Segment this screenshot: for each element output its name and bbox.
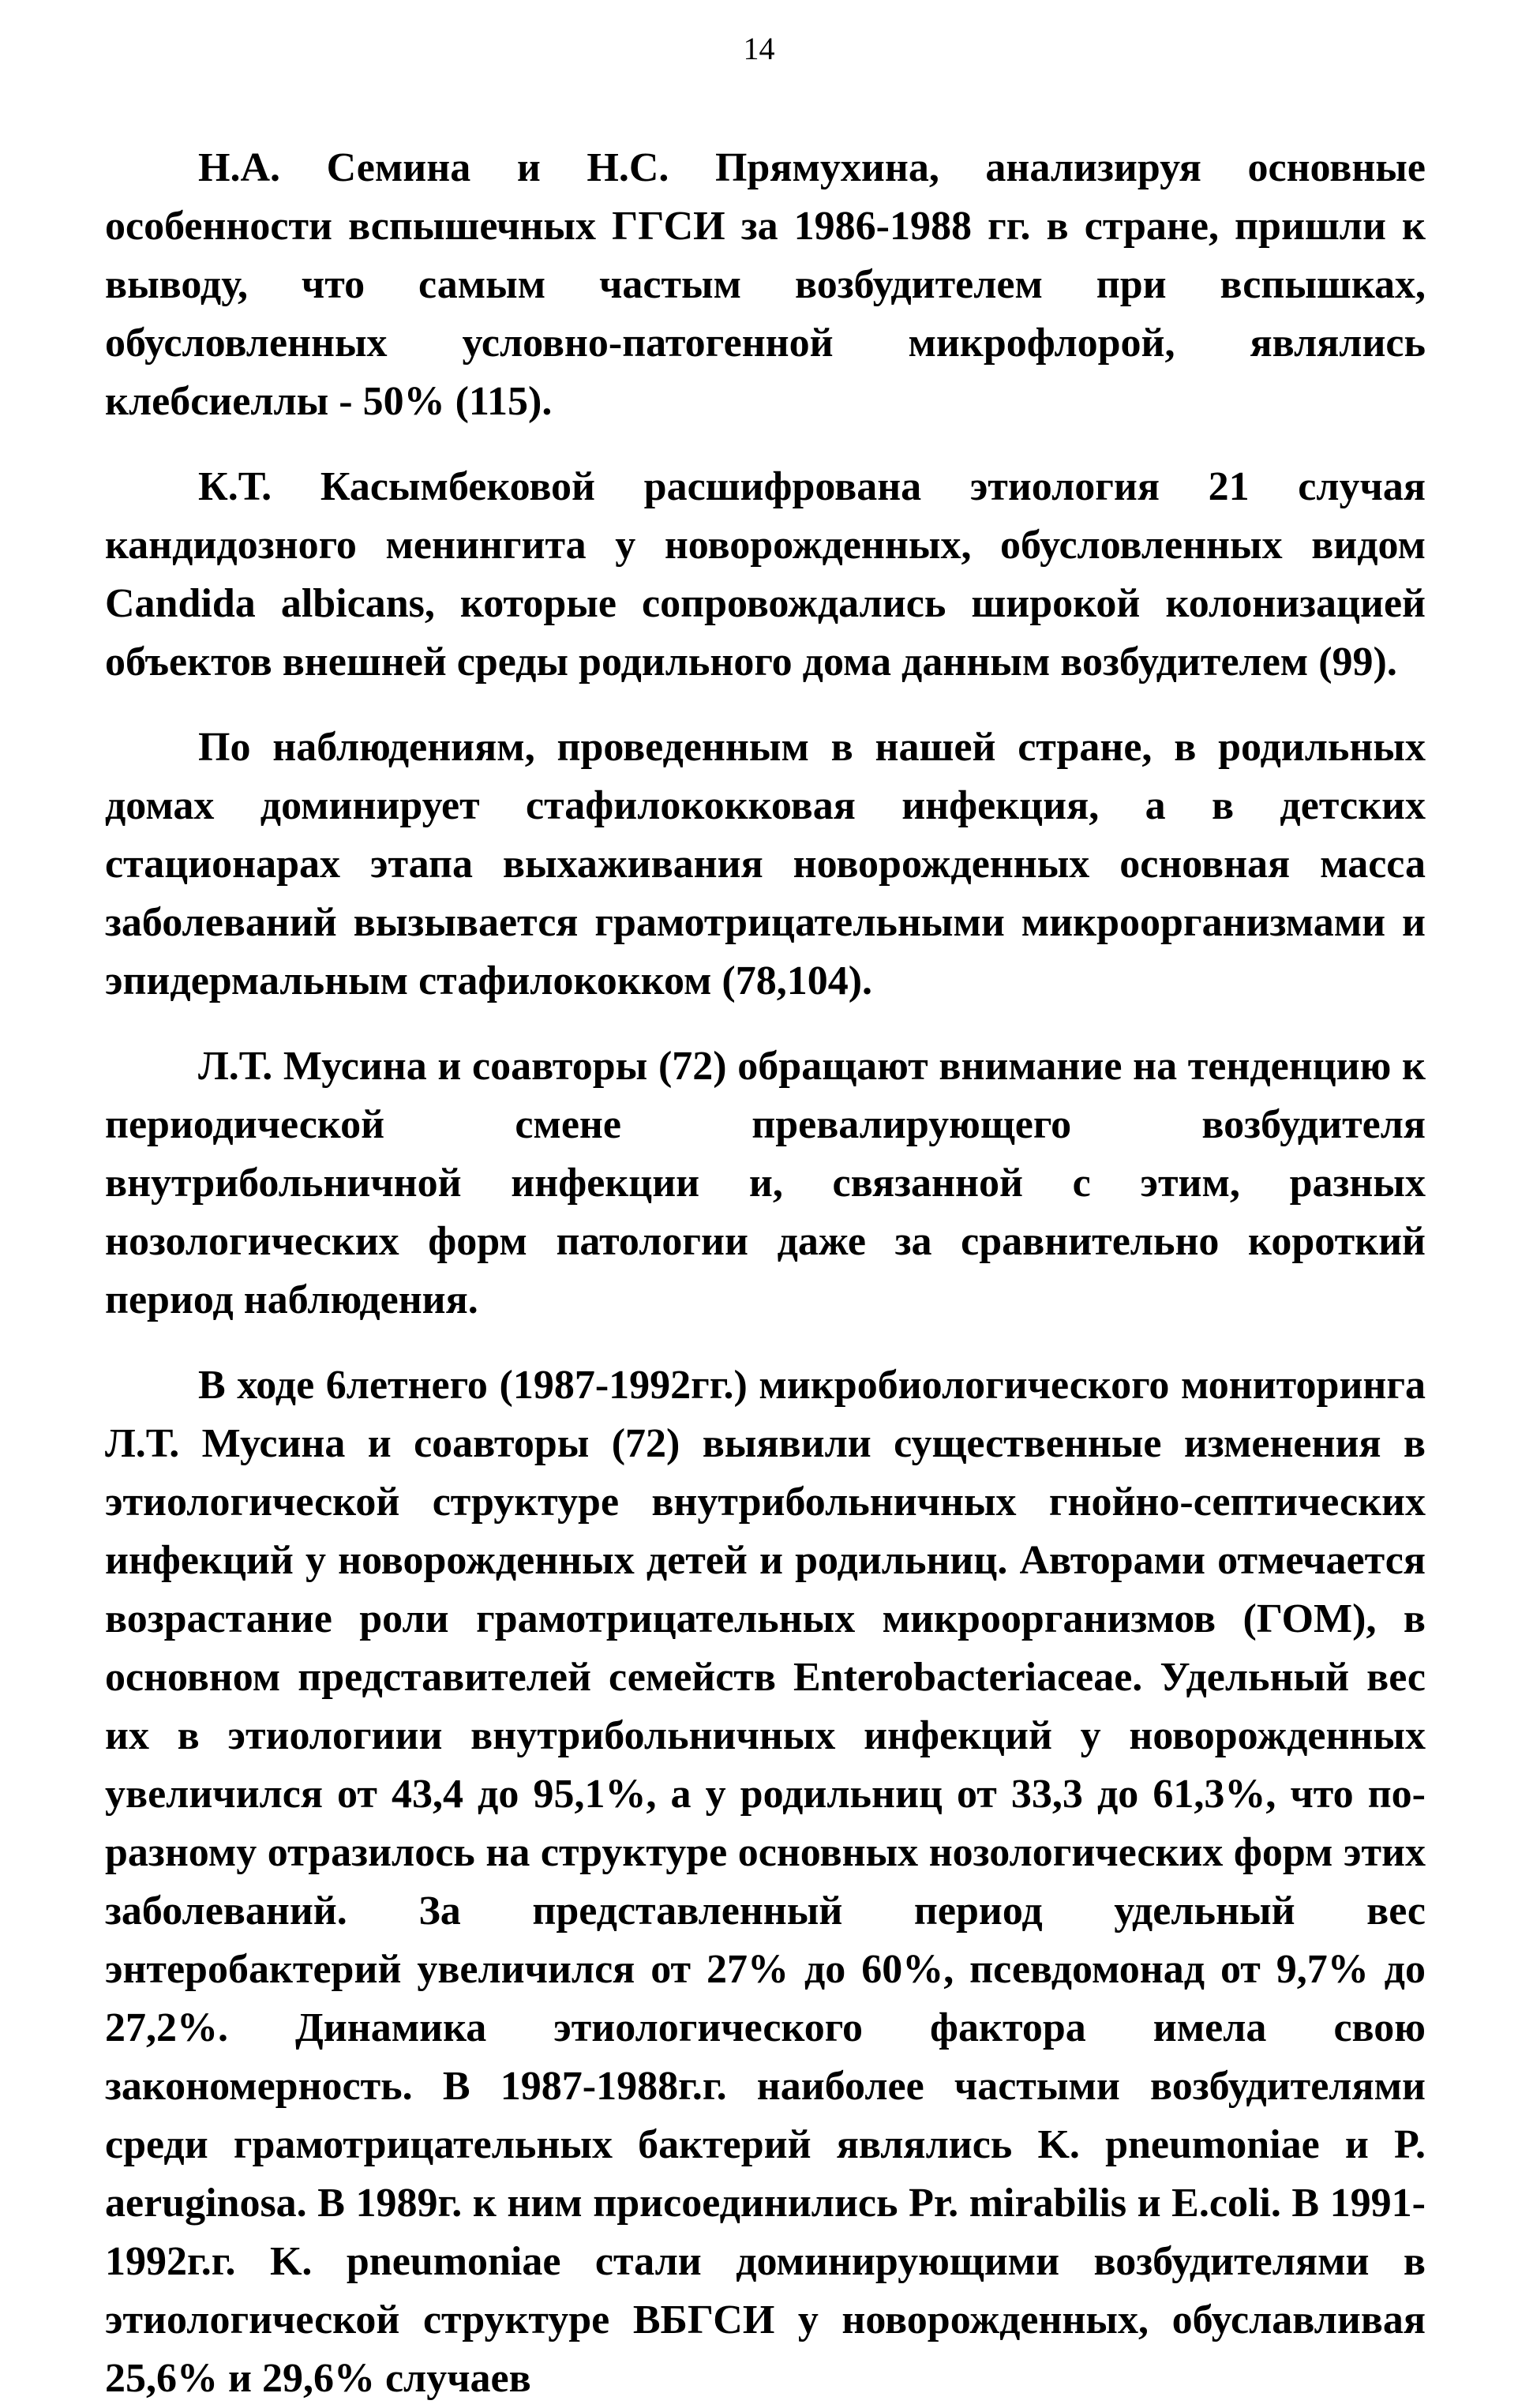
paragraph: Н.А. Семина и Н.С. Прямухина, анализируя основные особенности вспышечных ГГСИ за 1986-1988 гг. в стране, пришли к выводу, что самым частым возбудителем при вспышках, обусловленных условно-патогенной микрофлорой, являлись клебсиеллы - 50% (115). <box>105 145 1426 424</box>
paragraph: В ходе 6летнего (1987-1992гг.) микробиологического мониторинга Л.Т. Мусина и соавторы (72) выявили существенные изменения в этиологической структуре внутрибольничных гнойно-септических инфекций у новорожденных детей и родильниц. Авторами отмечается возрастание роли грамотрицательных микроорганизмов (ГОМ), в основном представителей семейств Enterobacteriaceae. Удельный вес их в этиологиии внутрибольничных инфекций у новорожденных увеличился от 43,4 до 95,1%, а у родильниц от 33,3 до 61,3%, что по-разному отразилось на структуре основных нозологических форм этих заболеваний. За представленный период удельный вес энтеробактерий увеличился от 27% до 60%, псевдомонад от 9,7% до 27,2%. Динамика этиологического фактора имела свою закономерность. В 1987-1988г.г. наиболее частыми возбудителями среди грамотрицательных бактерий являлись K. pneumoniae и P. aeruginosa. В 1989г. к ним присоединились Pr. mirabilis и E.coli. В 1991-1992г.г. K. pneumoniae стали доминирующими возбудителями в этиологической структуре ВБГСИ у новорожденных, обуславливая 25,6% и 29,6% случаев <box>105 1363 1426 2401</box>
body-text <box>105 139 1426 2408</box>
paragraph: К.Т. Касымбековой расшифрована этиология 21 случая кандидозного менингита у новорожденных, обусловленных видом Candida albicans, которые сопровождались широкой колонизацией объектов внешней среды родильного дома данным возбудителем (99). <box>105 464 1426 685</box>
paragraph: Л.Т. Мусина и соавторы (72) обращают внимание на тенденцию к периодической смене превалирующего возбудителя внутрибольничной инфекции и, связанной с этим, разных нозологических форм патологии даже за сравнительно короткий период наблюдения. <box>105 1044 1426 1322</box>
page-number: 14 <box>743 31 775 66</box>
paragraph: По наблюдениям, проведенным в нашей стране, в родильных домах доминирует стафилококковая инфекция, а в детских стационарах этапа выхаживания новорожденных основная масса заболеваний вызывается грамотрицательными микроорганизмами и эпидермальным стафилококком (78,104). <box>105 725 1426 1003</box>
